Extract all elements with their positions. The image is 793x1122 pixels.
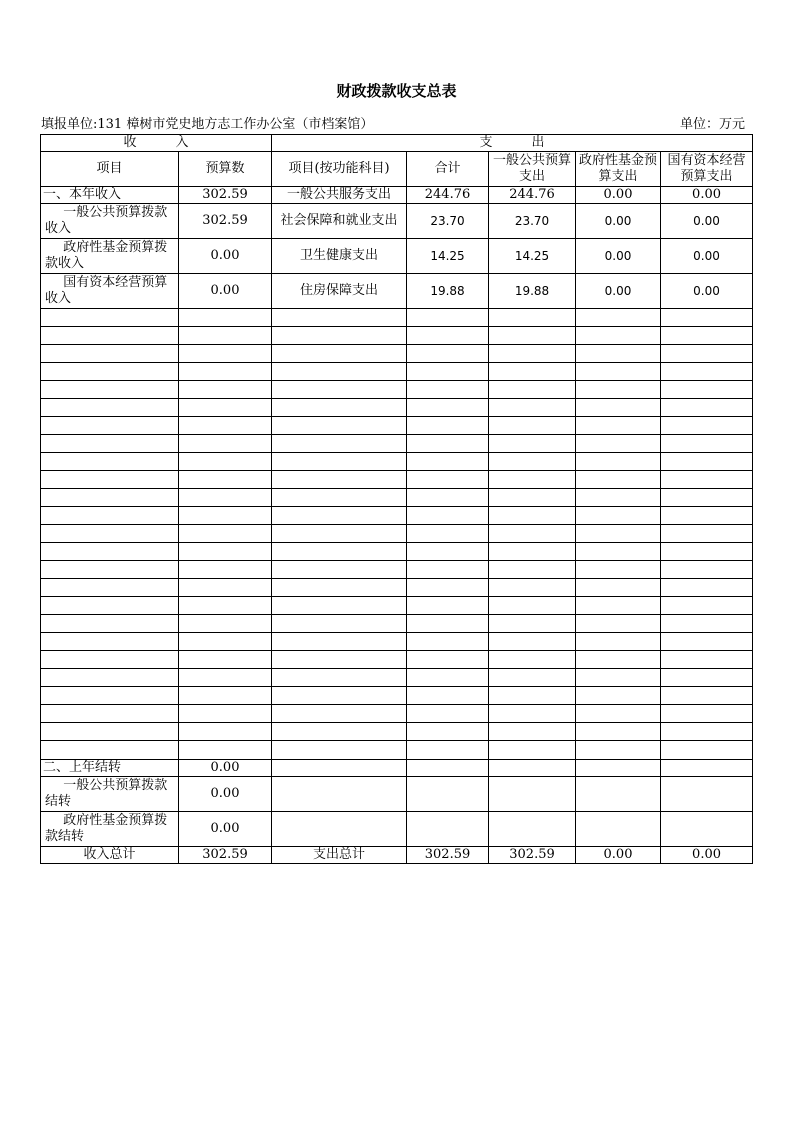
expense-total-sum: 302.59 <box>407 847 489 864</box>
empty-row <box>41 597 753 615</box>
empty-row <box>41 723 753 741</box>
reporting-unit: 填报单位:131 樟树市党史地方志工作办公室（市档案馆） <box>41 117 374 132</box>
totals-row <box>41 847 753 864</box>
empty-row <box>41 525 753 543</box>
currency-unit: 单位：万元 <box>679 117 745 132</box>
expense-item: 卫生健康支出 <box>272 239 407 274</box>
expense-general: 23.70 <box>489 204 576 239</box>
expense-item: 住房保障支出 <box>272 274 407 309</box>
report-title: 财政拨款收支总表 <box>336 82 457 100</box>
section-header-row <box>41 135 753 152</box>
table-row <box>41 187 753 204</box>
expense-total-general: 302.59 <box>489 847 576 864</box>
empty-row <box>41 399 753 417</box>
budget-summary-table <box>40 134 753 864</box>
expense-fund: 0.00 <box>576 239 661 274</box>
expense-state: 0.00 <box>661 204 753 239</box>
expense-total-fund: 0.00 <box>576 847 661 864</box>
income-item: 一、本年收入 <box>41 187 179 204</box>
empty-row <box>41 381 753 399</box>
expense-section-header: 支 出 <box>272 135 753 152</box>
expense-fund: 0.00 <box>576 187 661 204</box>
empty-row <box>41 741 753 760</box>
income-item: 国有资本经营预算收入 <box>41 274 179 309</box>
col-header-fund: 政府性基金预算支出 <box>576 152 661 187</box>
empty-row <box>41 363 753 381</box>
income-budget: 302.59 <box>179 204 272 239</box>
empty-row <box>41 435 753 453</box>
expense-total: 23.70 <box>407 204 489 239</box>
expense-item: 一般公共服务支出 <box>272 187 407 204</box>
expense-state: 0.00 <box>661 187 753 204</box>
table-row <box>41 274 753 309</box>
expense-total: 244.76 <box>407 187 489 204</box>
expense-total-state: 0.00 <box>661 847 753 864</box>
income-total-label: 收入总计 <box>41 847 179 864</box>
income-budget: 0.00 <box>179 274 272 309</box>
empty-row <box>41 579 753 597</box>
col-header-state: 国有资本经营预算支出 <box>661 152 753 187</box>
expense-total: 14.25 <box>407 239 489 274</box>
table-row <box>41 777 753 812</box>
carryover-budget: 0.00 <box>179 812 272 847</box>
col-header-budget: 预算数 <box>179 152 272 187</box>
empty-row <box>41 561 753 579</box>
expense-state: 0.00 <box>661 239 753 274</box>
carryover-item: 一般公共预算拨款结转 <box>41 777 179 812</box>
income-total-value: 302.59 <box>179 847 272 864</box>
empty-row <box>41 615 753 633</box>
empty-row <box>41 507 753 525</box>
expense-total-label: 支出总计 <box>272 847 407 864</box>
carryover-budget: 0.00 <box>179 760 272 777</box>
col-header-func-item: 项目(按功能科目) <box>272 152 407 187</box>
column-header-row <box>41 152 753 187</box>
income-budget: 0.00 <box>179 239 272 274</box>
col-header-item: 项目 <box>41 152 179 187</box>
empty-row <box>41 309 753 327</box>
table-row <box>41 812 753 847</box>
empty-row <box>41 327 753 345</box>
expense-total: 19.88 <box>407 274 489 309</box>
income-section-header: 收 入 <box>41 135 272 152</box>
empty-row <box>41 345 753 363</box>
table-row <box>41 239 753 274</box>
empty-row <box>41 669 753 687</box>
empty-row <box>41 453 753 471</box>
table-row <box>41 204 753 239</box>
expense-state: 0.00 <box>661 274 753 309</box>
income-budget: 302.59 <box>179 187 272 204</box>
expense-general: 14.25 <box>489 239 576 274</box>
col-header-total: 合计 <box>407 152 489 187</box>
income-item: 政府性基金预算拨款收入 <box>41 239 179 274</box>
carryover-item: 二、上年结转 <box>41 760 179 777</box>
carryover-budget: 0.00 <box>179 777 272 812</box>
income-item: 一般公共预算拨款收入 <box>41 204 179 239</box>
carryover-item: 政府性基金预算拨款结转 <box>41 812 179 847</box>
table-row <box>41 760 753 777</box>
empty-row <box>41 651 753 669</box>
expense-general: 244.76 <box>489 187 576 204</box>
empty-row <box>41 633 753 651</box>
expense-item: 社会保障和就业支出 <box>272 204 407 239</box>
empty-row <box>41 705 753 723</box>
expense-general: 19.88 <box>489 274 576 309</box>
empty-row <box>41 489 753 507</box>
expense-fund: 0.00 <box>576 204 661 239</box>
expense-fund: 0.00 <box>576 274 661 309</box>
empty-row <box>41 543 753 561</box>
col-header-general: 一般公共预算支出 <box>489 152 576 187</box>
empty-row <box>41 471 753 489</box>
empty-row <box>41 687 753 705</box>
empty-row <box>41 417 753 435</box>
